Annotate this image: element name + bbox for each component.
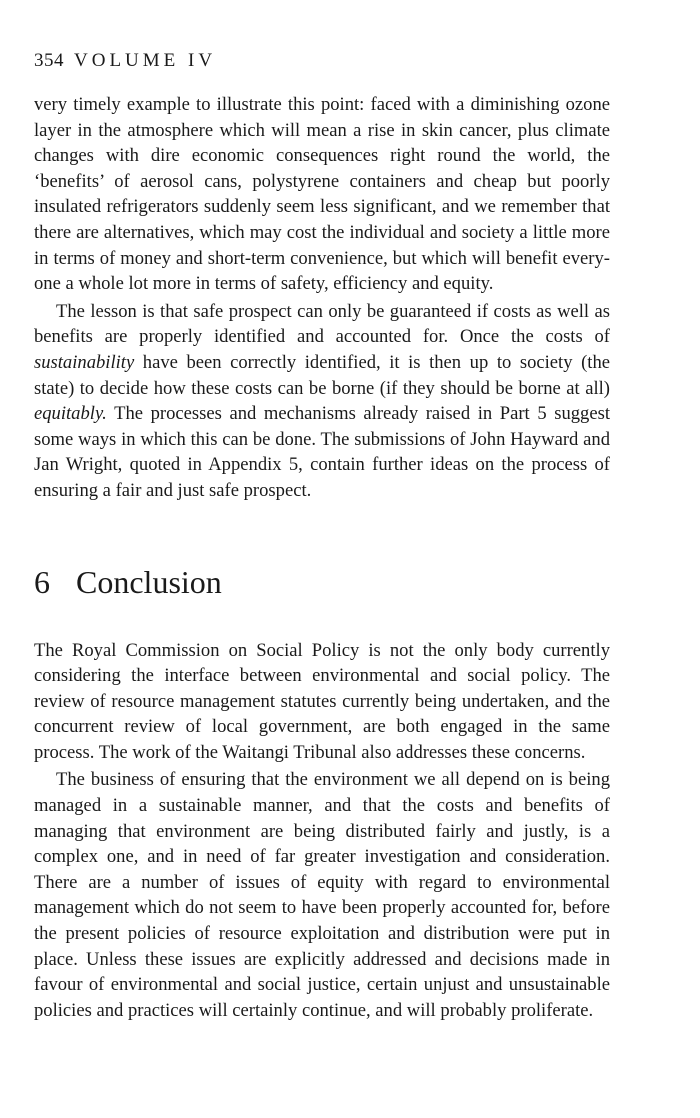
paragraph-continued: very timely example to illustrate this point: faced with a diminishing ozone layer in the atmosphere which will mean a rise in skin cancer, plus climate changes with dire economic consequences right round the world, the ‘benefits’ of aerosol cans, polystyrene containers and cheap but poorly insulated refrigerators suddenly seem less significant, and we remember that there are alternatives, which may cost the individual and society a little more in terms of money and short-term convenience, but which will benefit everyone a whole lot more in terms of safety, efficiency and equity. <box>34 94 610 295</box>
page-number: 354 <box>34 50 64 71</box>
emphasis-sustainability: sustainability <box>34 351 135 373</box>
paragraph-lesson-text-2: have been correctly identified, it is then up to society (the state) to decide how these costs can be borne (if they should be borne at all) <box>34 351 610 399</box>
running-head <box>34 48 610 74</box>
section-title: Conclusion <box>76 563 222 600</box>
paragraph-lesson-text-1: The lesson is that safe prospect can only be guaranteed if costs as well as benefits are properly identified and accounted for. Once the costs of <box>34 300 610 348</box>
paragraph-business: The business of ensuring that the environment we all depend on is being managed in a sustainable manner, and that the costs and benefits of managing that environment are being distributed fairly and justly, is a complex one, and in need of far greater investigation and consideration. There are a number of issues of equity with regard to environmental management which do not seem to have been properly accounted for, before the present policies of resource exploitation and distribution were put in place. Unless these issues are explicitly addressed and decisions made in favour of environmental and social justice, certain unjust and unsustainable policies and practices will certainly continue, and will probably proliferate. <box>34 769 610 1021</box>
emphasis-equitably: equitably. <box>34 403 107 425</box>
paragraph-royal-commission: The Royal Commission on Social Policy is not the only body currently considering the interface between environmental and social policy. The review of resource management statutes currently being undertaken, and the concurrent review of local government, are both engaged in the same process. The work of the Waitangi Tribunal also addresses these concerns. <box>34 639 610 763</box>
book-page <box>34 48 610 1023</box>
section-heading <box>34 562 610 602</box>
paragraph-lesson-text-3: The processes and mechanisms already raised in Part 5 suggest some ways in which this can be done. The submissions of John Hayward and Jan Wright, quoted in Appendix 5, contain further ideas on the process of ensuring a fair and just safe prospect. <box>34 403 610 501</box>
section-number: 6 <box>34 563 50 600</box>
volume-label: VOLUME IV <box>74 50 217 71</box>
paragraph-lesson <box>34 299 610 504</box>
